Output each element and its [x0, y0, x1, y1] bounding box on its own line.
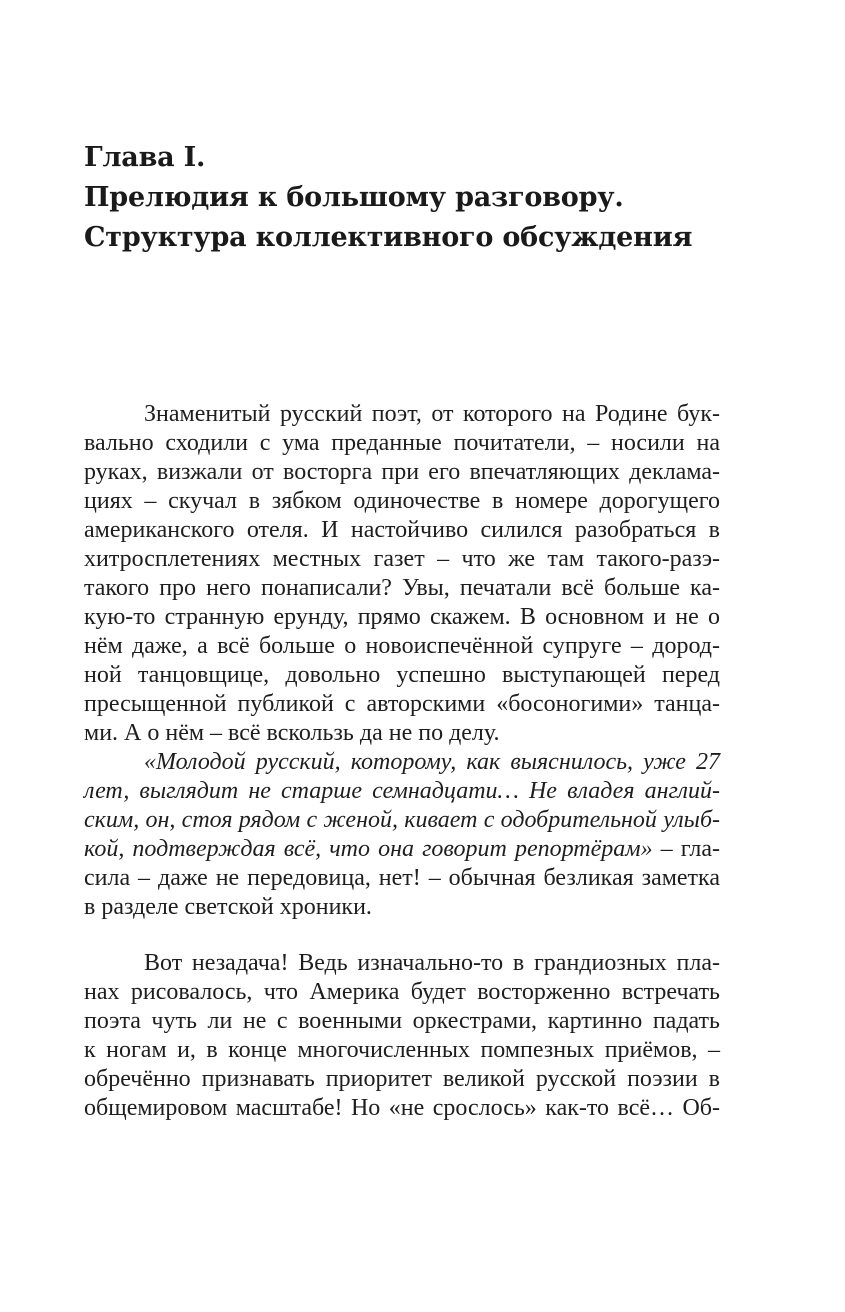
text-fragment: сила – даже не передовица, нет! – обычная безликая заметка	[84, 865, 720, 891]
text-line: Знаменитый русский поэт, от которого на Родине бук-	[144, 401, 720, 427]
text-line: Вот незадача! Ведь изначально-то в грандиозных пла-	[144, 950, 720, 976]
quote-text: «Молодой русский, которому, как выяснилось, уже 27	[144, 749, 720, 775]
quote-paragraph	[84, 748, 720, 922]
text-line	[84, 748, 720, 777]
text-line: хитросплетениях местных газет – что же там такого-разэ-	[84, 546, 720, 572]
quote-text: кой, подтверждая всё, что она говорит репортёрам»	[84, 836, 653, 862]
quote-text: ским, он, стоя рядом с женой, кивает с одобрительной улыб-	[84, 807, 720, 833]
paragraph	[84, 949, 720, 1123]
text-line: вально сходили с ума преданные почитатели, – носили на	[84, 430, 720, 456]
text-line: руках, визжали от восторга при его впечатляющих деклама-	[84, 459, 720, 485]
text-fragment: – гла-	[652, 836, 721, 862]
paragraph	[84, 400, 720, 748]
text-line: такого про него понаписали? Увы, печатали всё больше ка-	[84, 575, 720, 601]
text-line: поэта чуть ли не с военными оркестрами, картинно падать	[84, 1008, 720, 1034]
chapter-title-line: Глава I.	[84, 142, 206, 173]
text-line	[84, 835, 720, 864]
chapter-body	[84, 400, 720, 1123]
chapter-title-line: Прелюдия к большому разговору.	[84, 182, 624, 213]
text-line	[84, 777, 720, 806]
text-line	[84, 893, 720, 922]
text-line: ми. А о нём – всё вскользь да не по делу.	[84, 720, 500, 746]
text-line: общемировом масштабе! Но «не срослось» как-то всё… Об-	[84, 1095, 720, 1121]
text-line: кую-то странную ерунду, прямо скажем. В основном и не о	[84, 604, 720, 630]
text-line: пресыщенной публикой с авторскими «босоногими» танца-	[84, 691, 720, 717]
text-line: ной танцовщице, довольно успешно выступающей перед	[84, 662, 720, 688]
text-line: к ногам и, в конце многочисленных помпезных приёмов, –	[84, 1037, 720, 1063]
text-line	[84, 864, 720, 893]
text-line: нах рисовалось, что Америка будет восторженно встречать	[84, 979, 720, 1005]
text-line: циях – скучал в зябком одиночестве в номере дорогущего	[84, 488, 720, 514]
text-line: нём даже, а всё больше о новоиспечённой супруге – дород-	[84, 633, 720, 659]
paragraph-gap	[84, 922, 720, 949]
text-fragment: в разделе светской хроники.	[84, 894, 372, 920]
quote-text: лет, выглядит не старше семнадцати… Не владея англий-	[84, 778, 720, 804]
chapter-title	[84, 138, 784, 258]
chapter-title-line: Структура коллективного обсуждения	[84, 222, 693, 253]
text-line: американского отеля. И настойчиво силился разобраться в	[84, 517, 720, 543]
text-line: обречённо признавать приоритет великой русской поэзии в	[84, 1066, 720, 1092]
text-line	[84, 806, 720, 835]
